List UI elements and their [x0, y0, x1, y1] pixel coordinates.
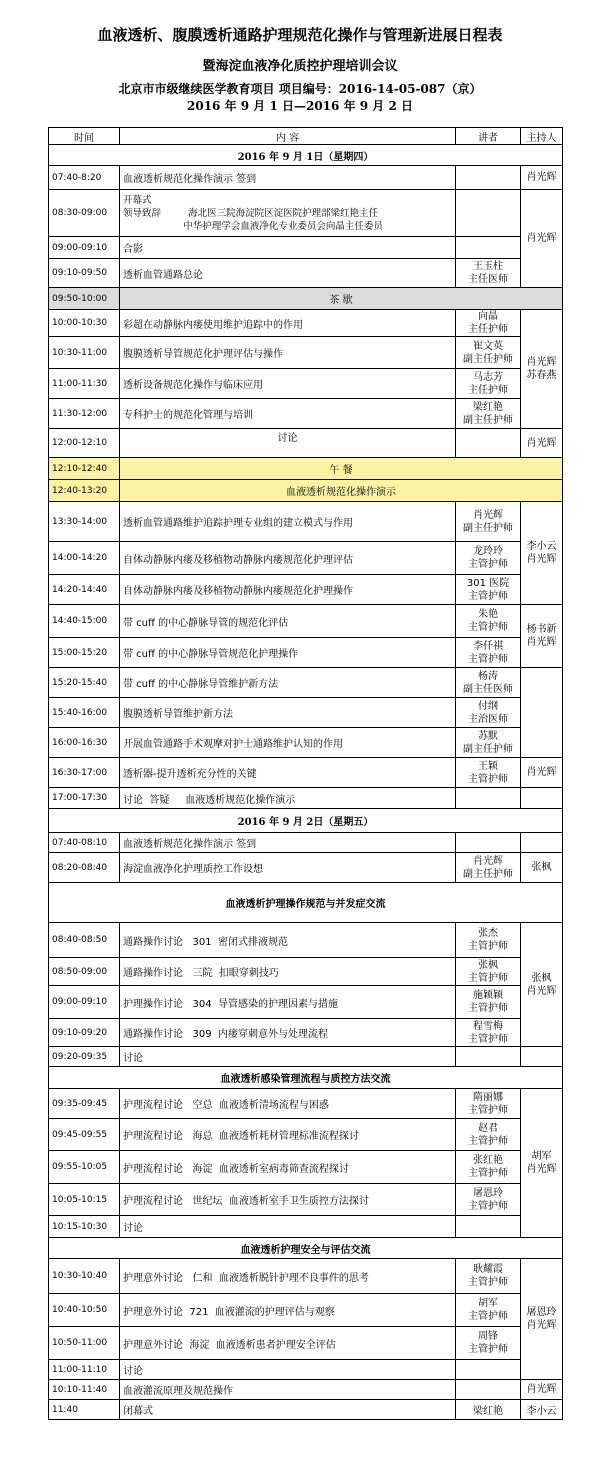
host-cell: 肖光辉: [521, 758, 563, 788]
speaker-cell: [456, 1360, 521, 1380]
content-cell: 血液透析规范化操作演示 签到: [120, 166, 456, 190]
table-row: [49, 698, 563, 728]
speaker-cell: 杨涛 副主任医师: [456, 668, 521, 698]
speaker-cell: 程雪梅 主管护师: [456, 1019, 521, 1047]
time-cell: 11:40: [49, 1400, 120, 1420]
speaker-cell: [456, 1380, 521, 1400]
speaker-cell: 龙玲玲 主管护师: [456, 542, 521, 575]
section-heading: 血液透析护理安全与评估交流: [49, 1238, 563, 1259]
content-cell: 血液透析规范化操作演示: [120, 480, 563, 502]
time-cell: 12:00-12:10: [49, 429, 120, 458]
table-row: [49, 605, 563, 638]
content-cell: 开幕式 领导致辞 海北医三院海淀院区淀医院护理部梁红艳主任 中华护理学会血液净化专业委员会向晶主任委员: [120, 190, 456, 237]
page-title: 血液透析、腹膜透析通路护理规范化操作与管理新进展日程表: [97, 26, 503, 44]
content-cell: 透析血管通路总论: [120, 259, 456, 288]
col-host: 主持人: [521, 128, 563, 145]
table-row: [49, 1360, 563, 1380]
time-cell: 09:35-09:45: [49, 1089, 120, 1119]
time-cell: 09:45-09:55: [49, 1119, 120, 1151]
content-cell: 讨论: [120, 1216, 456, 1238]
time-cell: 09:00-09:10: [49, 237, 120, 259]
table-row: [49, 1294, 563, 1327]
table-row: [49, 1019, 563, 1047]
time-cell: 14:00-14:20: [49, 542, 120, 575]
table-row: [49, 1119, 563, 1151]
content-cell: 合影: [120, 237, 456, 259]
time-cell: 15:00-15:20: [49, 638, 120, 668]
content-cell: 讨论 答疑 血液透析规范化操作演示: [120, 788, 456, 809]
time-cell: 10:10-11:40: [49, 1380, 120, 1400]
table-row: [49, 502, 563, 542]
time-cell: 09:50-10:00: [49, 288, 120, 310]
table-row: [49, 853, 563, 883]
table-row: [49, 166, 563, 190]
host-cell: [521, 833, 563, 853]
host-cell: 屠恩玲 肖光辉: [521, 1259, 563, 1380]
content-cell: 带 cuff 的中心静脉导管的规范化评估: [120, 605, 456, 638]
time-cell: 10:00-10:30: [49, 310, 120, 337]
speaker-cell: 马志芳 主任护师: [456, 369, 521, 399]
speaker-cell: 赵君 主管护师: [456, 1119, 521, 1151]
time-cell: 12:40-13:20: [49, 480, 120, 502]
time-cell: 08:40-08:50: [49, 923, 120, 958]
table-row: [49, 1151, 563, 1184]
time-cell: 15:20-15:40: [49, 668, 120, 698]
table-row: [49, 1216, 563, 1238]
table-row: [49, 337, 563, 369]
host-cell: 肖光辉: [521, 1380, 563, 1400]
host-cell: 李小云 肖光辉: [521, 502, 563, 605]
schedule-table: [48, 127, 563, 1420]
time-cell: 09:00-09:10: [49, 986, 120, 1019]
host-cell: [521, 1047, 563, 1067]
time-cell: 17:00-17:30: [49, 788, 120, 809]
table-row: [49, 1089, 563, 1119]
time-cell: 09:55-10:05: [49, 1151, 120, 1184]
content-cell: 闭幕式: [120, 1400, 456, 1420]
speaker-cell: 张红艳 主管护师: [456, 1151, 521, 1184]
demo-row: [49, 480, 563, 502]
col-content: 内 容: [120, 128, 456, 145]
content-cell: 海淀血液净化护理质控工作设想: [120, 853, 456, 883]
section-row: [49, 1238, 563, 1259]
content-cell: 自体动静脉内瘘及移植物动静脉内瘘规范化护理操作: [120, 575, 456, 605]
speaker-cell: 屠恩玲 主管护师: [456, 1184, 521, 1216]
speaker-cell: 向晶 主任护师: [456, 310, 521, 337]
table-row: [49, 369, 563, 399]
host-cell: 肖光辉: [521, 166, 563, 190]
content-cell: 血液透析规范化操作演示 签到: [120, 833, 456, 853]
table-row: [49, 758, 563, 788]
speaker-cell: [456, 1047, 521, 1067]
speaker-cell: 梁红艳 副主任护师: [456, 399, 521, 429]
event-dates: 2016 年 9 月 1 日—2016 年 9 月 2 日: [187, 99, 413, 113]
time-cell: 09:10-09:20: [49, 1019, 120, 1047]
table-row: [49, 1047, 563, 1067]
time-cell: 14:20-14:40: [49, 575, 120, 605]
content-cell: 午 餐: [120, 458, 563, 480]
speaker-cell: [456, 788, 521, 809]
table-row: [49, 638, 563, 668]
break-row: [49, 288, 563, 310]
day-heading: 2016 年 9 月 2日（星期五）: [49, 809, 563, 833]
speaker-cell: 张枫 主管护师: [456, 958, 521, 986]
time-cell: 11:00-11:30: [49, 369, 120, 399]
time-cell: 07:40-08:10: [49, 833, 120, 853]
table-row: [49, 986, 563, 1019]
content-cell: 护理流程讨论 空总 血液透析清场流程与困惑: [120, 1089, 456, 1119]
time-cell: 10:30-11:00: [49, 337, 120, 369]
content-cell: 透析器-提升透析充分性的关键: [120, 758, 456, 788]
table-row: [49, 1184, 563, 1216]
day-row: [49, 809, 563, 833]
page-subtitle: 暨海淀血液净化质控护理培训会议: [202, 59, 398, 74]
speaker-cell: [456, 1216, 521, 1238]
table-row: [49, 542, 563, 575]
speaker-cell: 张杰 主管护师: [456, 923, 521, 958]
content-cell: 讨论: [120, 1360, 456, 1380]
speaker-cell: 肖光辉 副主任护师: [456, 502, 521, 542]
content-cell: 通路操作讨论 301 密闭式排液规范: [120, 923, 456, 958]
speaker-cell: [456, 429, 521, 458]
content-cell: 讨论: [120, 429, 456, 458]
content-cell: 专科护士的规范化管理与培训: [120, 399, 456, 429]
content-cell: 腹膜透析导管维护新方法: [120, 698, 456, 728]
host-cell: 胡军 肖光辉: [521, 1089, 563, 1238]
table-row: [49, 833, 563, 853]
speaker-cell: 崔文英 副主任护师: [456, 337, 521, 369]
speaker-cell: 付纲 主治医师: [456, 698, 521, 728]
table-row: [49, 1327, 563, 1360]
time-cell: 13:30-14:00: [49, 502, 120, 542]
content-cell: 腹膜透析导管规范化护理评估与操作: [120, 337, 456, 369]
content-cell: 护理流程讨论 海总 血液透析耗材管理标准流程探讨: [120, 1119, 456, 1151]
speaker-cell: 朱艳 主管护师: [456, 605, 521, 638]
content-cell: 开展血管通路手术观摩对护士通路维护认知的作用: [120, 728, 456, 758]
time-cell: 09:10-09:50: [49, 259, 120, 288]
content-cell: 护理流程讨论 海淀 血液透析室病毒筛查流程探讨: [120, 1151, 456, 1184]
header-row: [49, 128, 563, 145]
time-cell: 10:40-10:50: [49, 1294, 120, 1327]
time-cell: 08:30-09:00: [49, 190, 120, 237]
content-cell: 带 cuff 的中心静脉导管规范化护理操作: [120, 638, 456, 668]
time-cell: 08:20-08:40: [49, 853, 120, 883]
content-cell: 护理流程讨论 世纪坛 血液透析室手卫生质控方法探讨: [120, 1184, 456, 1216]
host-cell: 张枫: [521, 853, 563, 883]
content-cell: 血液灌流原理及规范操作: [120, 1380, 456, 1400]
content-cell: 通路操作讨论 309 内瘘穿刺意外与处理流程: [120, 1019, 456, 1047]
table-row: [49, 788, 563, 809]
table-row: [49, 310, 563, 337]
time-cell: 15:40-16:00: [49, 698, 120, 728]
host-cell: [521, 788, 563, 809]
project-number: 北京市市级继续医学教育项目 项目编号：2016-14-05-087（京）: [118, 82, 482, 96]
content-cell: 护理操作讨论 304 导管感染的护理因素与措施: [120, 986, 456, 1019]
time-cell: 16:00-16:30: [49, 728, 120, 758]
time-cell: 10:30-10:40: [49, 1259, 120, 1294]
content-cell: 护理意外讨论 仁和 血液透析脱针护理不良事件的思考: [120, 1259, 456, 1294]
lunch-row: [49, 458, 563, 480]
speaker-cell: 隋丽娜 主管护师: [456, 1089, 521, 1119]
speaker-cell: [456, 190, 521, 237]
speaker-cell: 肖光辉 副主任护师: [456, 853, 521, 883]
table-row: [49, 728, 563, 758]
time-cell: 10:05-10:15: [49, 1184, 120, 1216]
content-cell: 彩超在动静脉内瘘使用维护追踪中的作用: [120, 310, 456, 337]
table-row: [49, 923, 563, 958]
speaker-cell: 301 医院 主管护师: [456, 575, 521, 605]
col-time: 时间: [49, 128, 120, 145]
host-cell: 肖光辉: [521, 190, 563, 288]
speaker-cell: 周锋 主管护师: [456, 1327, 521, 1360]
table-row: [49, 399, 563, 429]
speaker-cell: [456, 166, 521, 190]
content-cell: 护理意外讨论 海淀 血液透析患者护理安全评估: [120, 1327, 456, 1360]
table-row: [49, 237, 563, 259]
speaker-cell: [456, 833, 521, 853]
section-row: [49, 883, 563, 923]
host-cell: 肖光辉: [521, 429, 563, 458]
speaker-cell: 王玉柱 主任医师: [456, 259, 521, 288]
time-cell: 12:10-12:40: [49, 458, 120, 480]
speaker-cell: 耿耀霞 主管护师: [456, 1259, 521, 1294]
table-row: [49, 190, 563, 237]
section-heading: 血液透析护理操作规范与并发症交流: [49, 883, 563, 923]
host-cell: 张枫 肖光辉: [521, 923, 563, 1047]
table-row: [49, 1380, 563, 1400]
table-row: [49, 259, 563, 288]
time-cell: 07:40-8:20: [49, 166, 120, 190]
day-heading: 2016 年 9 月 1日（星期四）: [49, 145, 563, 166]
content-cell: 带 cuff 的中心静脉导管维护新方法: [120, 668, 456, 698]
content-cell: 通路操作讨论 三院 扣眼穿刺技巧: [120, 958, 456, 986]
section-row: [49, 1067, 563, 1089]
speaker-cell: 王颖 主管护师: [456, 758, 521, 788]
table-row: [49, 1400, 563, 1420]
content-cell: 自体动静脉内瘘及移植物动静脉内瘘规范化护理评估: [120, 542, 456, 575]
content-cell: 透析血管通路维护追踪护理专业组的建立模式与作用: [120, 502, 456, 542]
time-cell: 14:40-15:00: [49, 605, 120, 638]
time-cell: 10:15-10:30: [49, 1216, 120, 1238]
time-cell: 16:30-17:00: [49, 758, 120, 788]
content-cell: 护理意外讨论 721 血液灌流的护理评估与观察: [120, 1294, 456, 1327]
speaker-cell: 苏默 副主任护师: [456, 728, 521, 758]
section-heading: 血液透析感染管理流程与质控方法交流: [49, 1067, 563, 1089]
speaker-cell: 梁红艳: [456, 1400, 521, 1420]
time-cell: 09:20-09:35: [49, 1047, 120, 1067]
host-cell: [521, 668, 563, 758]
speaker-cell: 李仟祺 主管护师: [456, 638, 521, 668]
table-row: [49, 1259, 563, 1294]
time-cell: 10:50-11:00: [49, 1327, 120, 1360]
day-row: [49, 145, 563, 166]
time-cell: 08:50-09:00: [49, 958, 120, 986]
content-cell: 茶 歇: [120, 288, 563, 310]
content-cell: 透析设备规范化操作与临床应用: [120, 369, 456, 399]
table-row: [49, 429, 563, 458]
speaker-cell: 胡军 主管护师: [456, 1294, 521, 1327]
table-row: [49, 958, 563, 986]
time-cell: 11:00-11:10: [49, 1360, 120, 1380]
table-row: [49, 668, 563, 698]
time-cell: 11:30-12:00: [49, 399, 120, 429]
host-cell: 李小云: [521, 1400, 563, 1420]
col-speaker: 讲者: [456, 128, 521, 145]
host-cell: 肖光辉 苏春燕: [521, 310, 563, 429]
content-cell: 讨论: [120, 1047, 456, 1067]
host-cell: 杨书新 肖光辉: [521, 605, 563, 668]
speaker-cell: [456, 237, 521, 259]
speaker-cell: 施颖颖 主管护师: [456, 986, 521, 1019]
table-row: [49, 575, 563, 605]
